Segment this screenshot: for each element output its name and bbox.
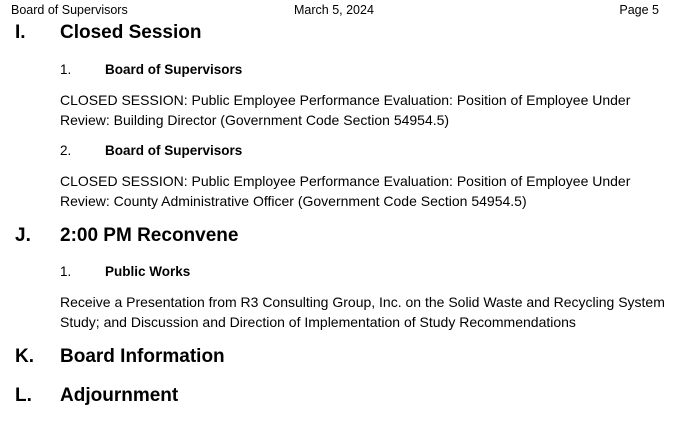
- section-heading-closed-session: [0, 20, 680, 46]
- item-department: Public Works: [105, 264, 191, 279]
- page-header: [0, 1, 680, 19]
- agenda-item-heading: [0, 262, 680, 282]
- section-heading-reconvene: [0, 223, 680, 249]
- header-page-number: Page 5: [619, 3, 659, 17]
- section-heading-board-information: [0, 344, 680, 370]
- item-number: 1.: [60, 62, 72, 77]
- header-board-name: Board of Supervisors: [11, 3, 128, 17]
- agenda-item-heading: [0, 60, 680, 80]
- section-title: Board Information: [60, 346, 225, 367]
- section-title: Closed Session: [60, 22, 202, 43]
- agenda-item-description: CLOSED SESSION: Public Employee Performance Evaluation: Position of Employee Under Review: Building Director (Government Code Section 54954.5): [60, 92, 631, 128]
- item-number: 2.: [60, 143, 72, 158]
- section-letter: I.: [15, 22, 26, 43]
- section-letter: L.: [15, 385, 32, 406]
- header-date: March 5, 2024: [294, 3, 374, 17]
- item-department: Board of Supervisors: [105, 62, 243, 77]
- agenda-item-heading: [0, 141, 680, 161]
- section-letter: K.: [15, 346, 34, 367]
- item-number: 1.: [60, 264, 72, 279]
- section-title: Adjournment: [60, 385, 179, 406]
- section-letter: J.: [15, 225, 31, 246]
- section-heading-adjournment: [0, 383, 680, 409]
- agenda-item-description: Receive a Presentation from R3 Consulting Group, Inc. on the Solid Waste and Recycling System Study; and Discussion and Direction of Implementation of Study Recommendations: [60, 294, 665, 330]
- agenda-item-description: CLOSED SESSION: Public Employee Performance Evaluation: Position of Employee Under Review: County Administrative Officer (Government Code Section 54954.5): [60, 173, 631, 209]
- item-department: Board of Supervisors: [105, 143, 243, 158]
- section-title: 2:00 PM Reconvene: [60, 225, 239, 246]
